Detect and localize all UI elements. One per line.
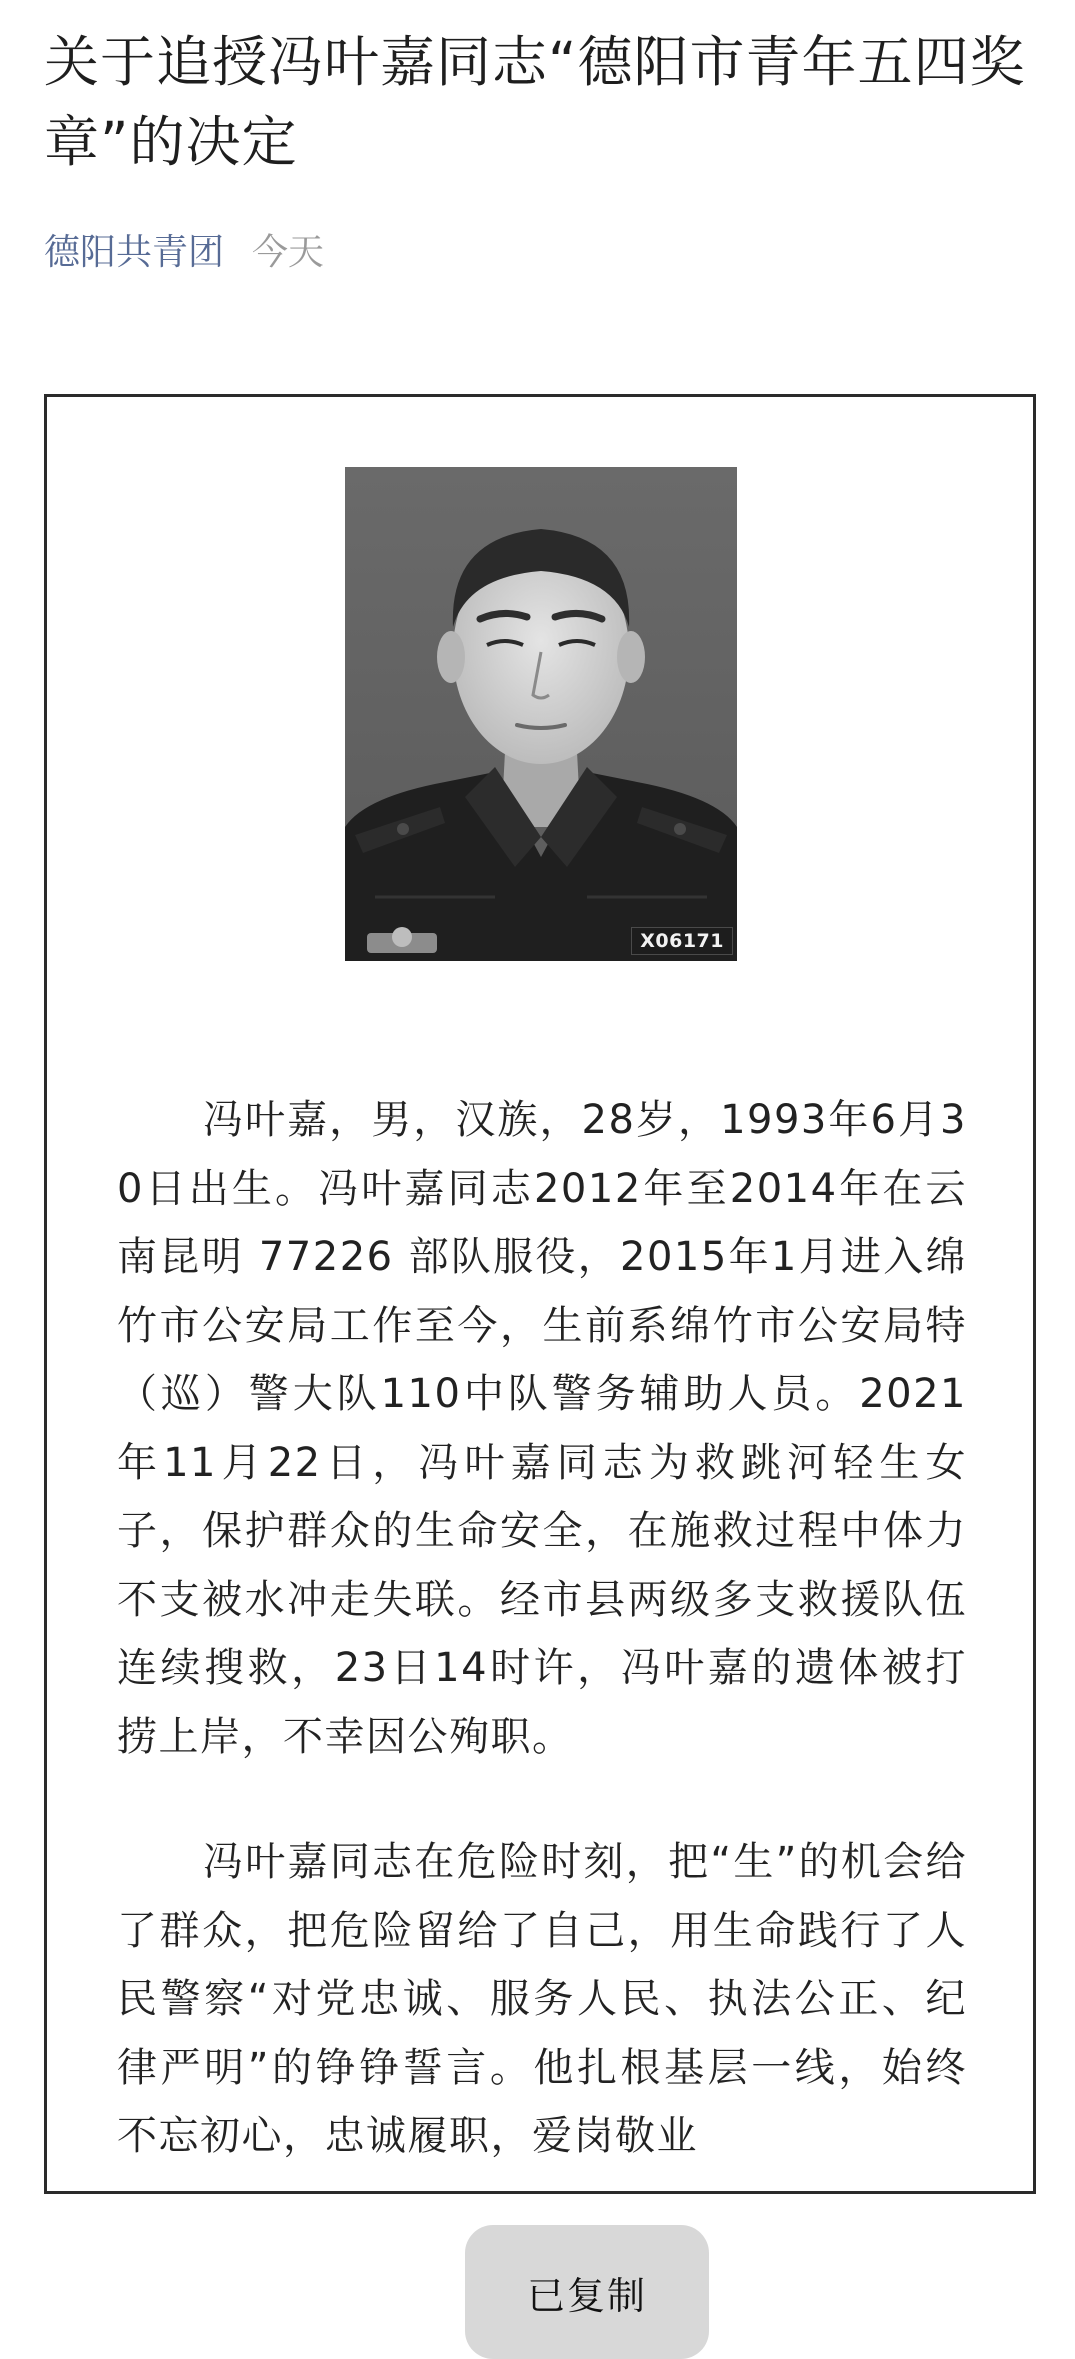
portrait-image <box>345 467 737 961</box>
paragraph-biography: 冯叶嘉，男，汉族，28岁，1993年6月30日出生。冯叶嘉同志2012年至2014年在云南昆明 77226 部队服役，2015年1月进入绵竹市公安局工作至今，生前系绵竹市公安局特（巡）警大队110中队警务辅助人员。2021年11月22日，冯叶嘉同志为救跳河轻生女子，保护群众的生命安全，在施救过程中体力不支被水冲走失联。经市县两级多支救援队伍连续搜救，23日14时许，冯叶嘉的遗体被打捞上岸，不幸因公殉职。 <box>117 1097 967 1760</box>
memorial-frame <box>44 394 1036 2318</box>
badge-number: X06171 <box>631 927 733 955</box>
publish-date: 今天 <box>252 232 325 273</box>
author-link[interactable]: 德阳共青团 <box>44 232 225 273</box>
paragraph-tribute: 冯叶嘉同志在危险时刻，把“生”的机会给了群众，把危险留给了自己，用生命践行了人民警察“对党忠诚、服务人民、执法公正、纪律严明”的铮铮誓言。他扎根基层一线，始终不忘初心，忠诚履职，爱岗敬业 <box>117 1839 967 2159</box>
copied-toast: 已复制 <box>465 2225 709 2359</box>
portrait-photo <box>345 467 737 961</box>
article-meta <box>44 225 324 281</box>
article-title: 关于追授冯叶嘉同志“德阳市青年五四奖章”的决定 <box>44 30 1026 174</box>
